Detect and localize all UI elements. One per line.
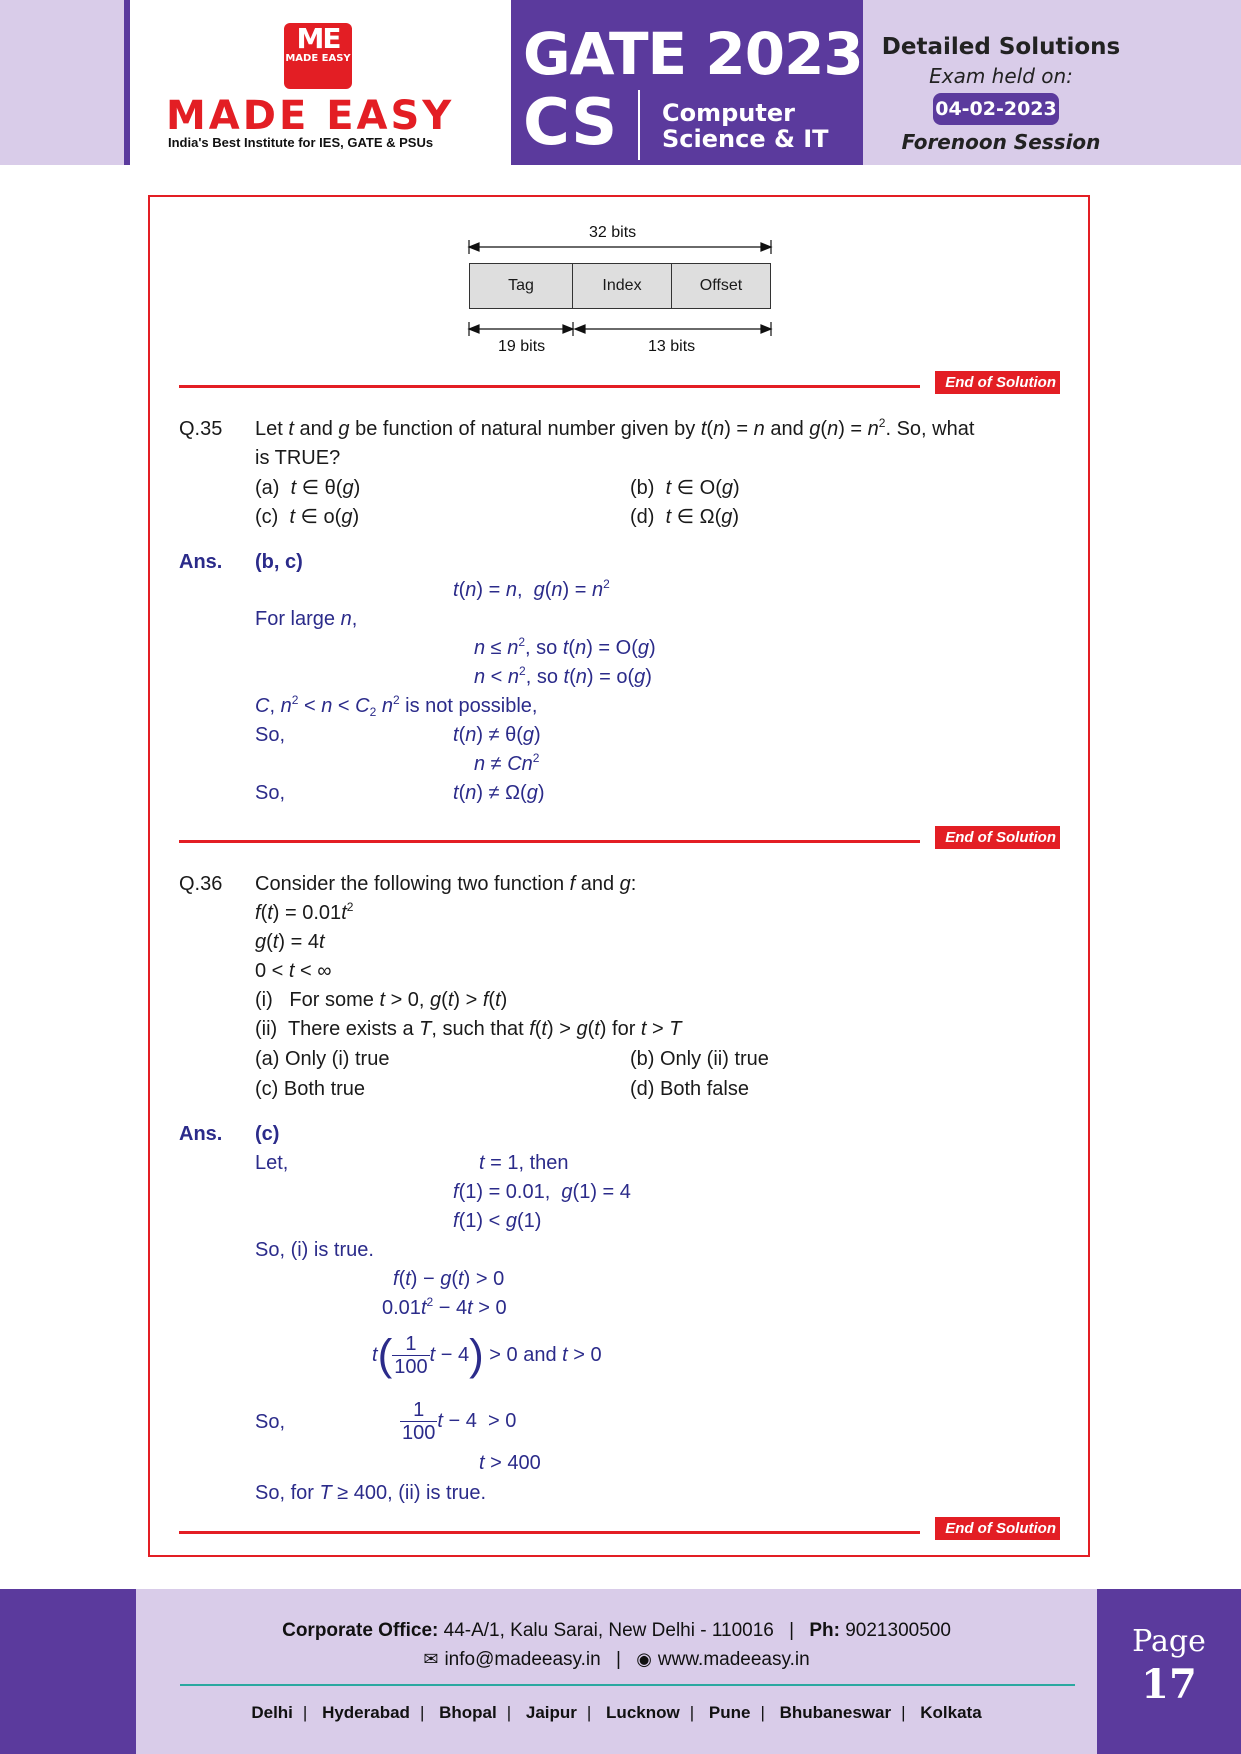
logo-tagline: India's Best Institute for IES, GATE & PSUs [168, 135, 434, 150]
solution-line: $n \le n^2$, so t(n) = O(g) [474, 635, 656, 659]
question-stem: Let t and g be function of natural number given by t(n) = n and $g(n) = n^2$. So, what [255, 416, 975, 440]
city: Lucknow [606, 1703, 680, 1722]
question-line: g(t) = 4t [255, 931, 325, 953]
end-of-solution-tag: End of Solution [935, 1517, 1060, 1540]
answer-label: Ans. [179, 1123, 223, 1145]
solution-line: t(n) ≠ Ω(g) [453, 782, 545, 804]
question-number: Q.35 [179, 418, 223, 440]
city: Jaipur [525, 1703, 577, 1722]
option-b: (b) t ∈ O(g) [630, 477, 740, 499]
total-arrow-right [761, 243, 771, 251]
answer-label: Ans. [179, 551, 223, 573]
solution-line: t( $\frac{1}{100}$ t − 4) > 0 and t > 0 [372, 1330, 602, 1380]
tag-bits-label: 19 bits [498, 338, 546, 355]
solution-divider [179, 840, 920, 843]
logo-badge-icon: ME MADE EASY [284, 23, 352, 89]
solution-line: f(1) = 0.01, g(1) = 4 [453, 1181, 631, 1203]
option-d: (d) t ∈ Ω(g) [630, 506, 740, 528]
option-a: (a) t ∈ θ(g) [255, 477, 361, 499]
corporate-office: Corporate Office: 44-A/1, Kalu Sarai, New Delhi - 110016 | Ph: 9021300500 [282, 1620, 951, 1641]
solution-line: t > 400 [479, 1452, 541, 1474]
solution-divider [179, 385, 920, 388]
page-label: Page [1132, 1624, 1206, 1659]
solution-line: Let, [255, 1152, 289, 1174]
paper-code: CS [523, 86, 618, 160]
question-number: Q.36 [179, 873, 223, 895]
end-of-solution-tag: End of Solution [935, 371, 1060, 394]
option-c: (c) t ∈ o(g) [255, 506, 360, 528]
statement-ii: (ii) There exists a T, such that f(t) > g(t) for t > T [255, 1018, 682, 1040]
answer-value: (b, c) [255, 551, 303, 573]
exam-title: GATE 2023 [523, 20, 863, 88]
city: Delhi [251, 1703, 293, 1722]
solution-line: So, (i) is true. [255, 1239, 374, 1261]
solution-line: So, [255, 1411, 286, 1433]
tag-field: Tag [469, 263, 573, 309]
session-label: Forenoon Session [901, 130, 1101, 154]
mail-icon: ✉ [423, 1649, 439, 1669]
statement-i: (i) For some t > 0, g(t) > f(t) [255, 989, 508, 1011]
page-number: 17 [1141, 1661, 1197, 1708]
end-of-solution-tag: End of Solution [935, 826, 1060, 849]
total-arrow-left [469, 243, 479, 251]
solution-line: t(n) ≠ θ(g) [453, 724, 541, 746]
solution-line: t(n) = n, $g(n) = n^2$ [453, 577, 610, 601]
page-number-block [1097, 1589, 1241, 1754]
city: Pune [708, 1703, 751, 1722]
solution-line: For large n, [255, 608, 358, 630]
exam-date-badge: 04-02-2023 [933, 93, 1059, 125]
exam-held-label: Exam held on: [929, 64, 1073, 88]
option-c: (c) Both true [255, 1078, 366, 1100]
solution-line: C, $n^2 < n < C_2$ $n^2$ is not possible, [255, 693, 538, 719]
website-link[interactable]: www.madeeasy.in [657, 1649, 810, 1670]
question-stem-line2: is TRUE? [255, 447, 341, 469]
question-line: 0 < t < ∞ [255, 960, 332, 982]
footer-accent-block [0, 1589, 136, 1754]
page-footer [0, 1589, 1241, 1754]
answer-value: (c) [255, 1123, 280, 1145]
solution-line: t = 1, then [479, 1152, 569, 1174]
index-field: Index [572, 263, 672, 309]
city: Kolkata [920, 1703, 982, 1722]
index-offset-bits-label: 13 bits [648, 338, 696, 355]
solution-divider [179, 1531, 920, 1534]
option-d: (d) Both false [630, 1078, 749, 1100]
solution-line: So, for T ≥ 400, (ii) is true. [255, 1482, 487, 1504]
question-stem: Consider the following two function f and g: [255, 873, 637, 895]
solution-line: So, [255, 782, 286, 804]
solution-line: f(t) − g(t) > 0 [393, 1268, 505, 1290]
solution-line: $\frac{1}{100}$ t − 4 > 0 [402, 1399, 517, 1445]
solution-line: So, [255, 724, 286, 746]
city-list: Delhi | Hyderabad | Bhopal | Jaipur | Lucknow | Pune | Bhubaneswar | Kolkata [251, 1703, 982, 1722]
logo-wordmark: MADE EASY [166, 93, 455, 139]
email-link[interactable]: info@madeeasy.in [444, 1649, 601, 1670]
globe-icon: ◉ [636, 1649, 652, 1669]
city: Bhubaneswar [779, 1703, 892, 1722]
option-a: (a) Only (i) true [255, 1048, 390, 1070]
offset-field: Offset [671, 263, 771, 309]
question-line: $f(t) = 0.01t^2$ [255, 900, 354, 924]
city: Bhopal [439, 1703, 497, 1722]
solution-line: $n \ne Cn^2$ [474, 751, 540, 775]
footer-divider [180, 1684, 1075, 1686]
detailed-solutions-title: Detailed Solutions [881, 34, 1121, 60]
contact-line: ✉ info@madeeasy.in | ◉ www.madeeasy.in [423, 1649, 810, 1670]
solution-line: $n < n^2$, so t(n) = o(g) [474, 664, 652, 688]
city: Hyderabad [322, 1703, 410, 1722]
paper-name: Computer Science & IT [662, 99, 829, 153]
total-bits-label: 32 bits [589, 224, 637, 241]
solution-line: f(1) < g(1) [453, 1210, 542, 1232]
option-b: (b) Only (ii) true [630, 1048, 769, 1070]
solution-line: $0.01t^2 - 4t > 0$ [382, 1295, 507, 1319]
